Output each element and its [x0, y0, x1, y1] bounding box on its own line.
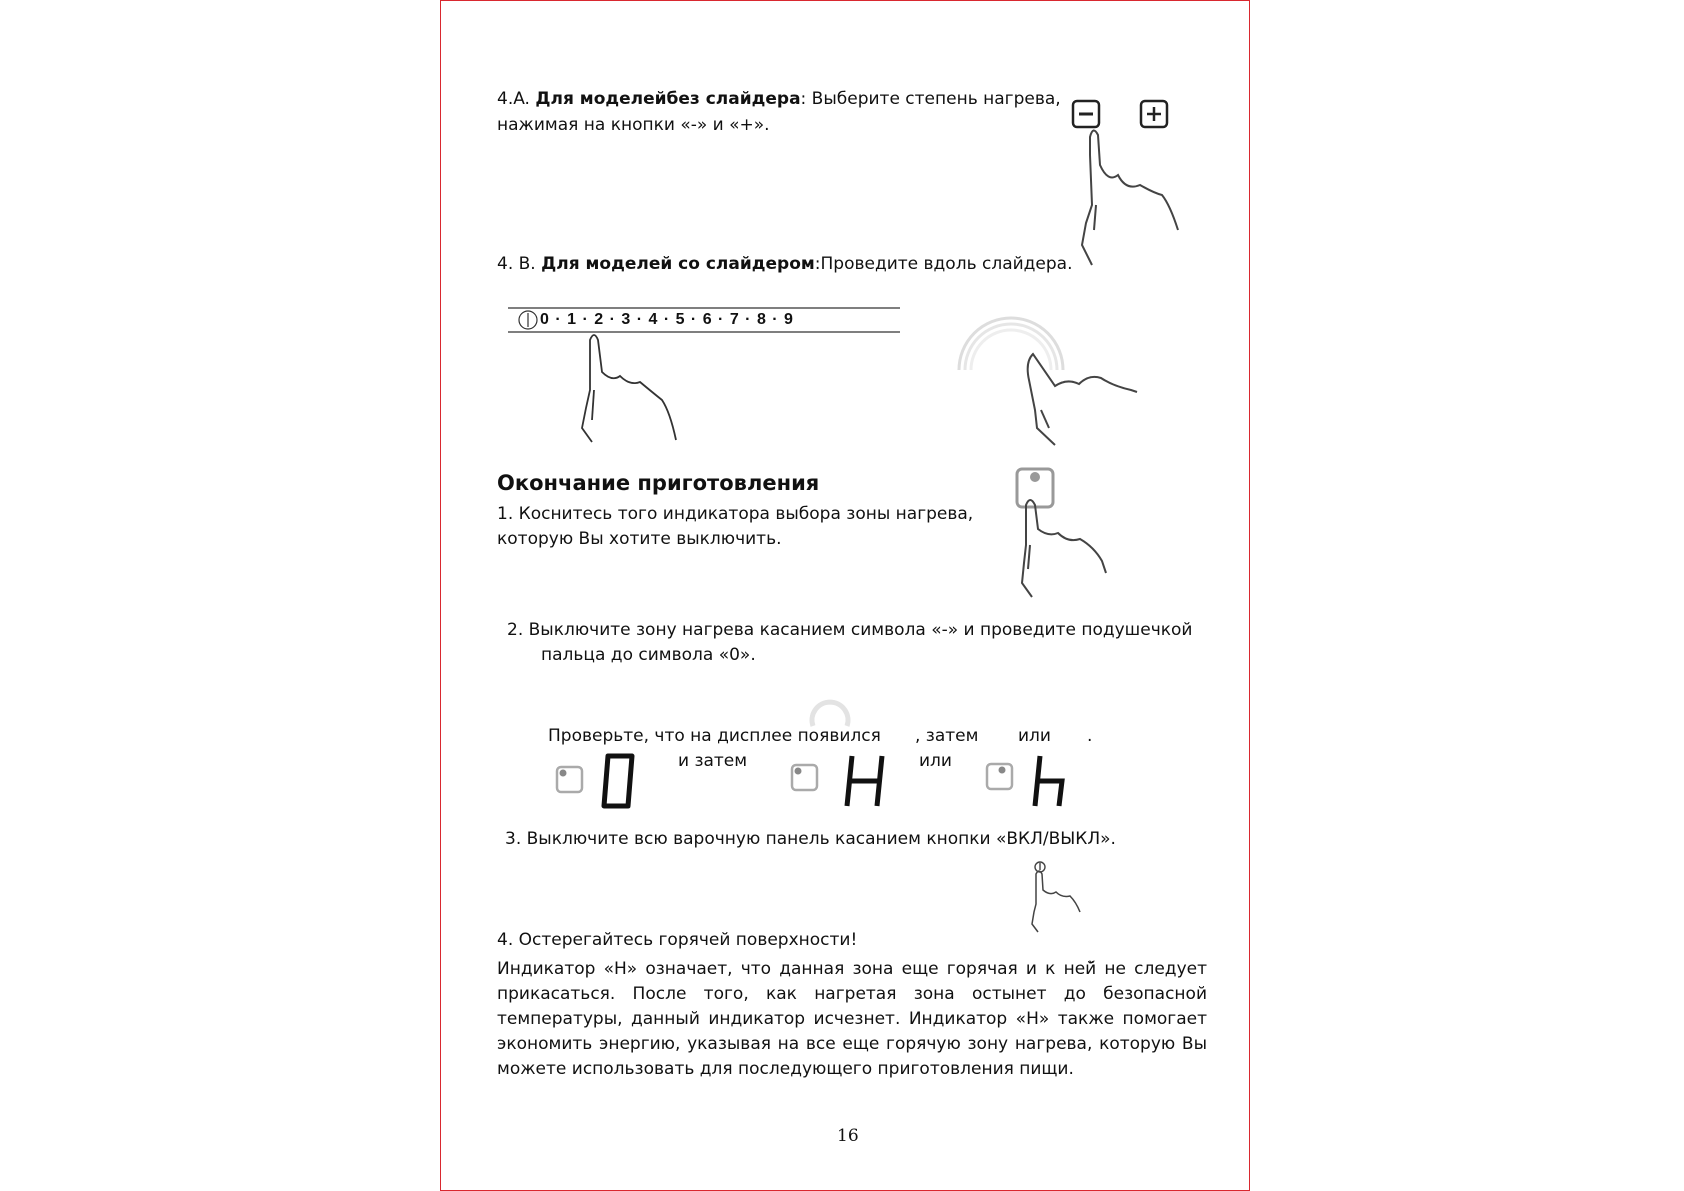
hand-icon [1082, 130, 1178, 265]
zone-indicator-icon [985, 762, 1015, 792]
or-text-2: или [919, 751, 952, 771]
section-4a-line2: нажимая на кнопки «-» и «+». [497, 115, 770, 135]
then-text-1: , затем [915, 726, 979, 746]
paragraph-line-2: прикасаться. После того, как нагретая зона остынет до безопасной [497, 984, 1207, 1004]
hand-icon [1032, 871, 1080, 932]
period-text: . [1087, 726, 1093, 746]
paragraph-line-3: температуры, данный индикатор исчезнет. Индикатор «Н» также помогает [497, 1009, 1207, 1029]
step2-line1: 2. Выключите зону нагрева касанием символа «-» и проведите подушечкой [507, 620, 1193, 640]
minus-plus-finger-illustration [1060, 95, 1200, 270]
paragraph-line-4: экономить энергию, указывая на все еще горячую зону нагрева, которую Вы [497, 1034, 1207, 1054]
section-4b-line [497, 252, 1073, 277]
display-digit-0 [598, 753, 638, 809]
step3-line: 3. Выключите всю варочную панель касанием кнопки «ВКЛ/ВЫКЛ». [505, 829, 1116, 849]
slider-numbers: 0 · 1 · 2 · 3 · 4 · 5 · 6 · 7 · 8 · 9 [540, 311, 793, 328]
check-display-text: Проверьте, что на дисплее появился [548, 726, 881, 746]
section-4a-prefix: 4.A. [497, 89, 530, 109]
section-4b-bold: Для моделей со слайдером [541, 254, 815, 274]
section-4a-rest: : Выберите степень нагрева, [800, 89, 1061, 109]
paragraph-line-1: Индикатор «Н» означает, что данная зона еще горячая и к ней̆ не следует [497, 959, 1207, 979]
or-text-1: или [1018, 726, 1051, 746]
step1-line1: 1. Коснитесь того индикатора выбора зоны нагрева, [497, 504, 974, 524]
arc-slider-illustration [955, 310, 1175, 450]
zone-indicator-icon [555, 765, 585, 795]
section-4b-prefix: 4. B. [497, 254, 536, 274]
hand-icon [1028, 354, 1137, 445]
power-button-finger-illustration [1028, 860, 1088, 935]
section-4a-bold: Для моделейбез слайдера [535, 89, 801, 109]
step4-line: 4. Остерегайтесь горячей поверхности! [497, 930, 858, 950]
step1-line2: которую Вы хотите выключить. [497, 529, 782, 549]
zone-select-finger-illustration [1010, 465, 1120, 600]
display-letter-h [1030, 753, 1070, 809]
finish-heading: Окончание приготовления [497, 471, 820, 495]
section-4a-line1 [497, 87, 1061, 112]
page-number: 16 [837, 1126, 859, 1146]
slider-finger-illustration [580, 330, 690, 445]
hand-icon [1022, 500, 1106, 597]
section-4b-rest: :Проведите вдоль слайдера. [814, 254, 1073, 274]
display-letter-H [842, 753, 892, 809]
zone-indicator-icon [790, 763, 820, 793]
paragraph-line-5: можете использовать для последующего приготовления пищи. [497, 1059, 1074, 1079]
step2-line2: пальца до символа «0». [541, 645, 756, 665]
hand-icon [582, 335, 676, 442]
then-text-2: и затем [678, 751, 748, 771]
